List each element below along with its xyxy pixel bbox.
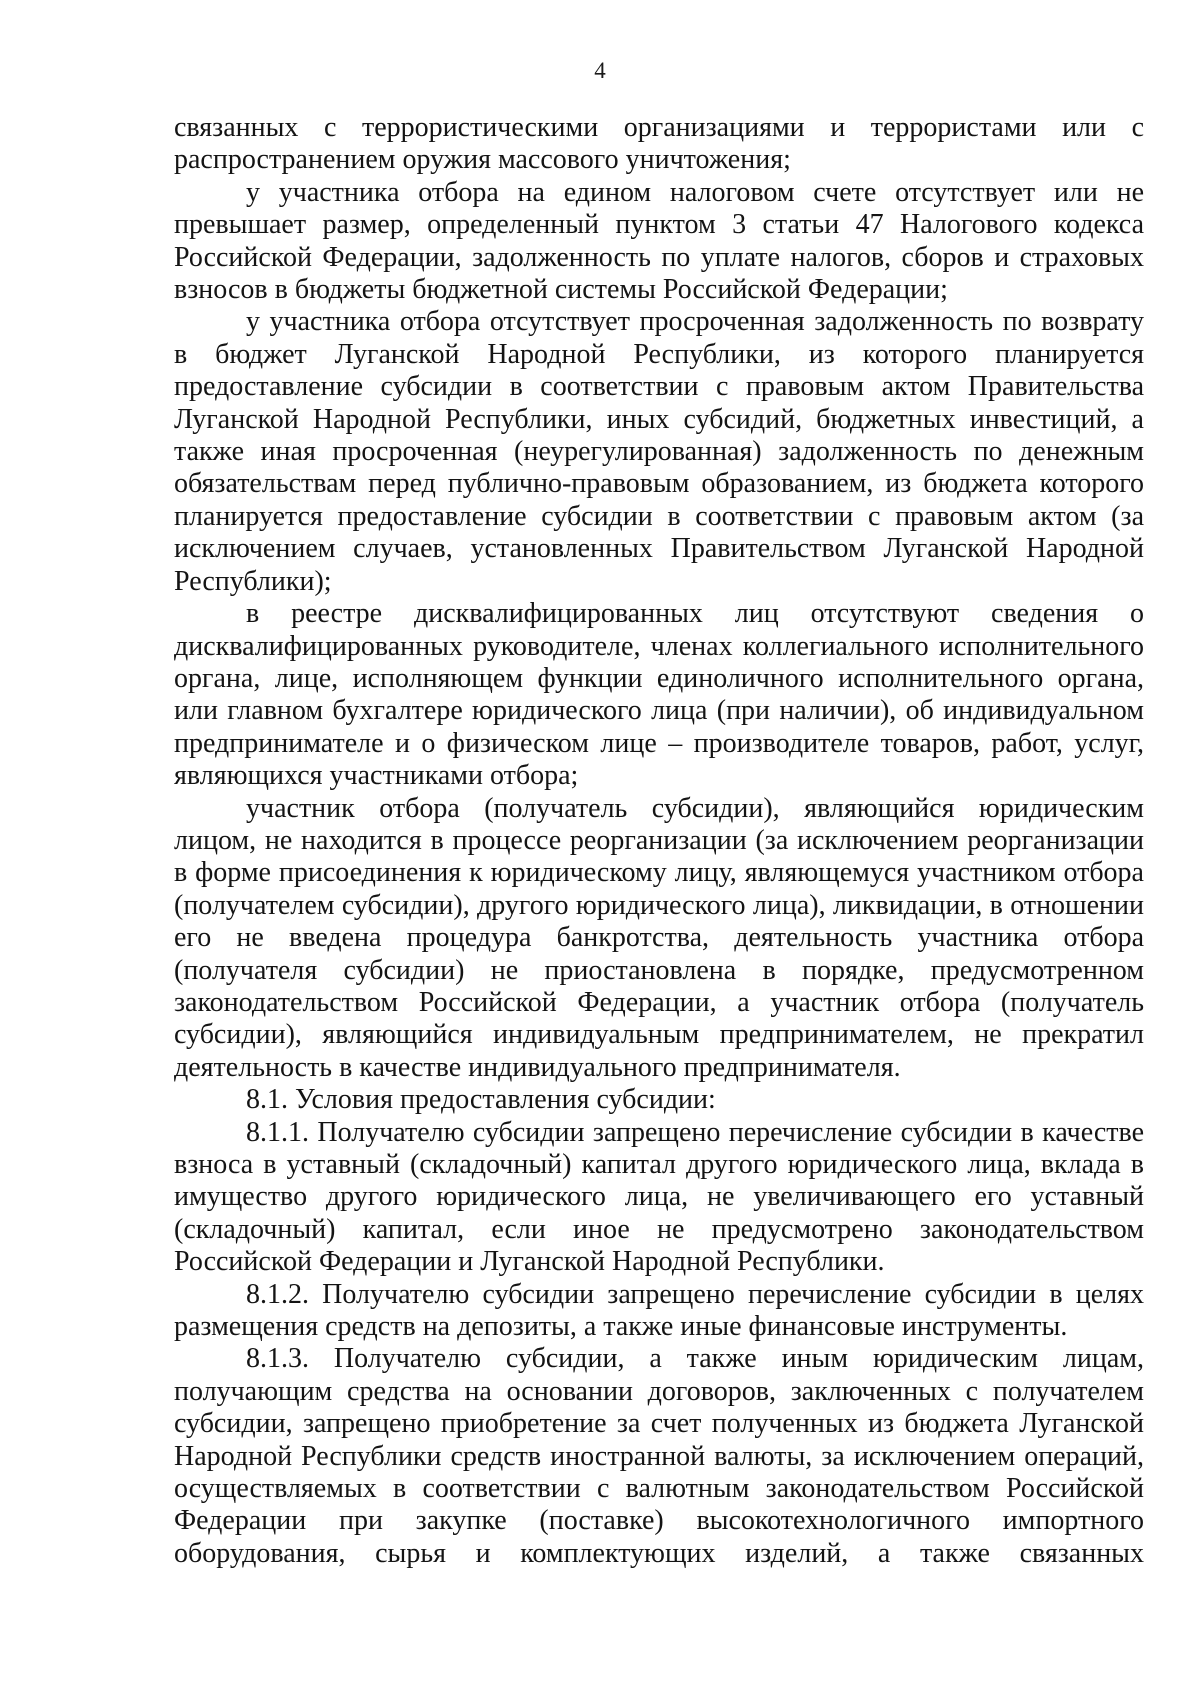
paragraph-disqualified-registry: в реестре дисквалифицированных лиц отсутствуют сведения о дисквалифицированных руководителе, членах коллегиального исполнительного органа, лице, исполняющем функции единоличного исполнительного органа, или главном бухгалтере юридического лица (при наличии), об индивидуальном предпринимателе и о физическом лице – производителе товаров, работ, услуг, являющихся участниками отбора;: [174, 598, 1144, 792]
document-body: [174, 112, 1144, 1570]
section-8-1-heading: 8.1. Условия предоставления субсидии:: [246, 1084, 716, 1116]
paragraph-reorganization: участник отбора (получатель субсидии), являющийся юридическим лицом, не находится в процессе реорганизации (за исключением реорганизации в форме присоединения к юридическому лицу, являющемуся участником отбора (получателем субсидии), другого юридического лица), ликвидации, в отношении его не введена процедура банкротства, деятельность участника отбора (получателя субсидии) не приостановлена в порядке, предусмотренном законодательством Российской Федерации, а участник отбора (получатель субсидии), являющийся индивидуальным предпринимателем, не прекратил деятельность в качестве индивидуального предпринимателя.: [174, 792, 1144, 1083]
clause-8-1-3: 8.1.3. Получателю субсидии, а также иным юридическим лицам, получающим средства на основании договоров, заключенных с получателем субсидии, запрещено приобретение за счет полученных из бюджета Луганской Народной Республики средств иностранной валюты, за исключением операций, осуществляемых в соответствии с валютным законодательством Российской Федерации при закупке (поставке) высокотехнологичного импортного оборудования, сырья и комплектующих изделий, а также связанных: [174, 1343, 1144, 1569]
page-number: 4: [594, 58, 606, 83]
clause-8-1-2: 8.1.2. Получателю субсидии запрещено перечисление субсидии в целях размещения средств на депозиты, а также иные финансовые инструменты.: [174, 1278, 1144, 1343]
paragraph-continuation: связанных с террористическими организациями и террористами или с распространением оружия массового уничтожения;: [174, 112, 1144, 176]
paragraph-overdue-debt: у участника отбора отсутствует просроченная задолженность по возврату в бюджет Луганской Народной Республики, из которого планируется предоставление субсидии в соответствии с правовым актом Правительства Луганской Народной Республики, иных субсидий, бюджетных инвестиций, а также иная просроченная (неурегулированная) задолженность по денежным обязательствам перед публично-правовым образованием, из бюджета которого планируется предоставление субсидии в соответствии с правовым актом (за исключением случаев, установленных Правительством Луганской Народной Республики);: [174, 306, 1144, 597]
paragraph-tax-debt: у участника отбора на едином налоговом счете отсутствует или не превышает размер, определенный пунктом 3 статьи 47 Налогового кодекса Российской Федерации, задолженность по уплате налогов, сборов и страховых взносов в бюджеты бюджетной системы Российской Федерации;: [174, 176, 1144, 306]
clause-8-1-1: 8.1.1. Получателю субсидии запрещено перечисление субсидии в качестве взноса в уставный (складочный) капитал другого юридического лица, вклада в имущество другого юридического лица, не увеличивающего его уставный (складочный) капитал, если иное не предусмотрено законодательством Российской Федерации и Луганской Народной Республики.: [174, 1116, 1144, 1278]
